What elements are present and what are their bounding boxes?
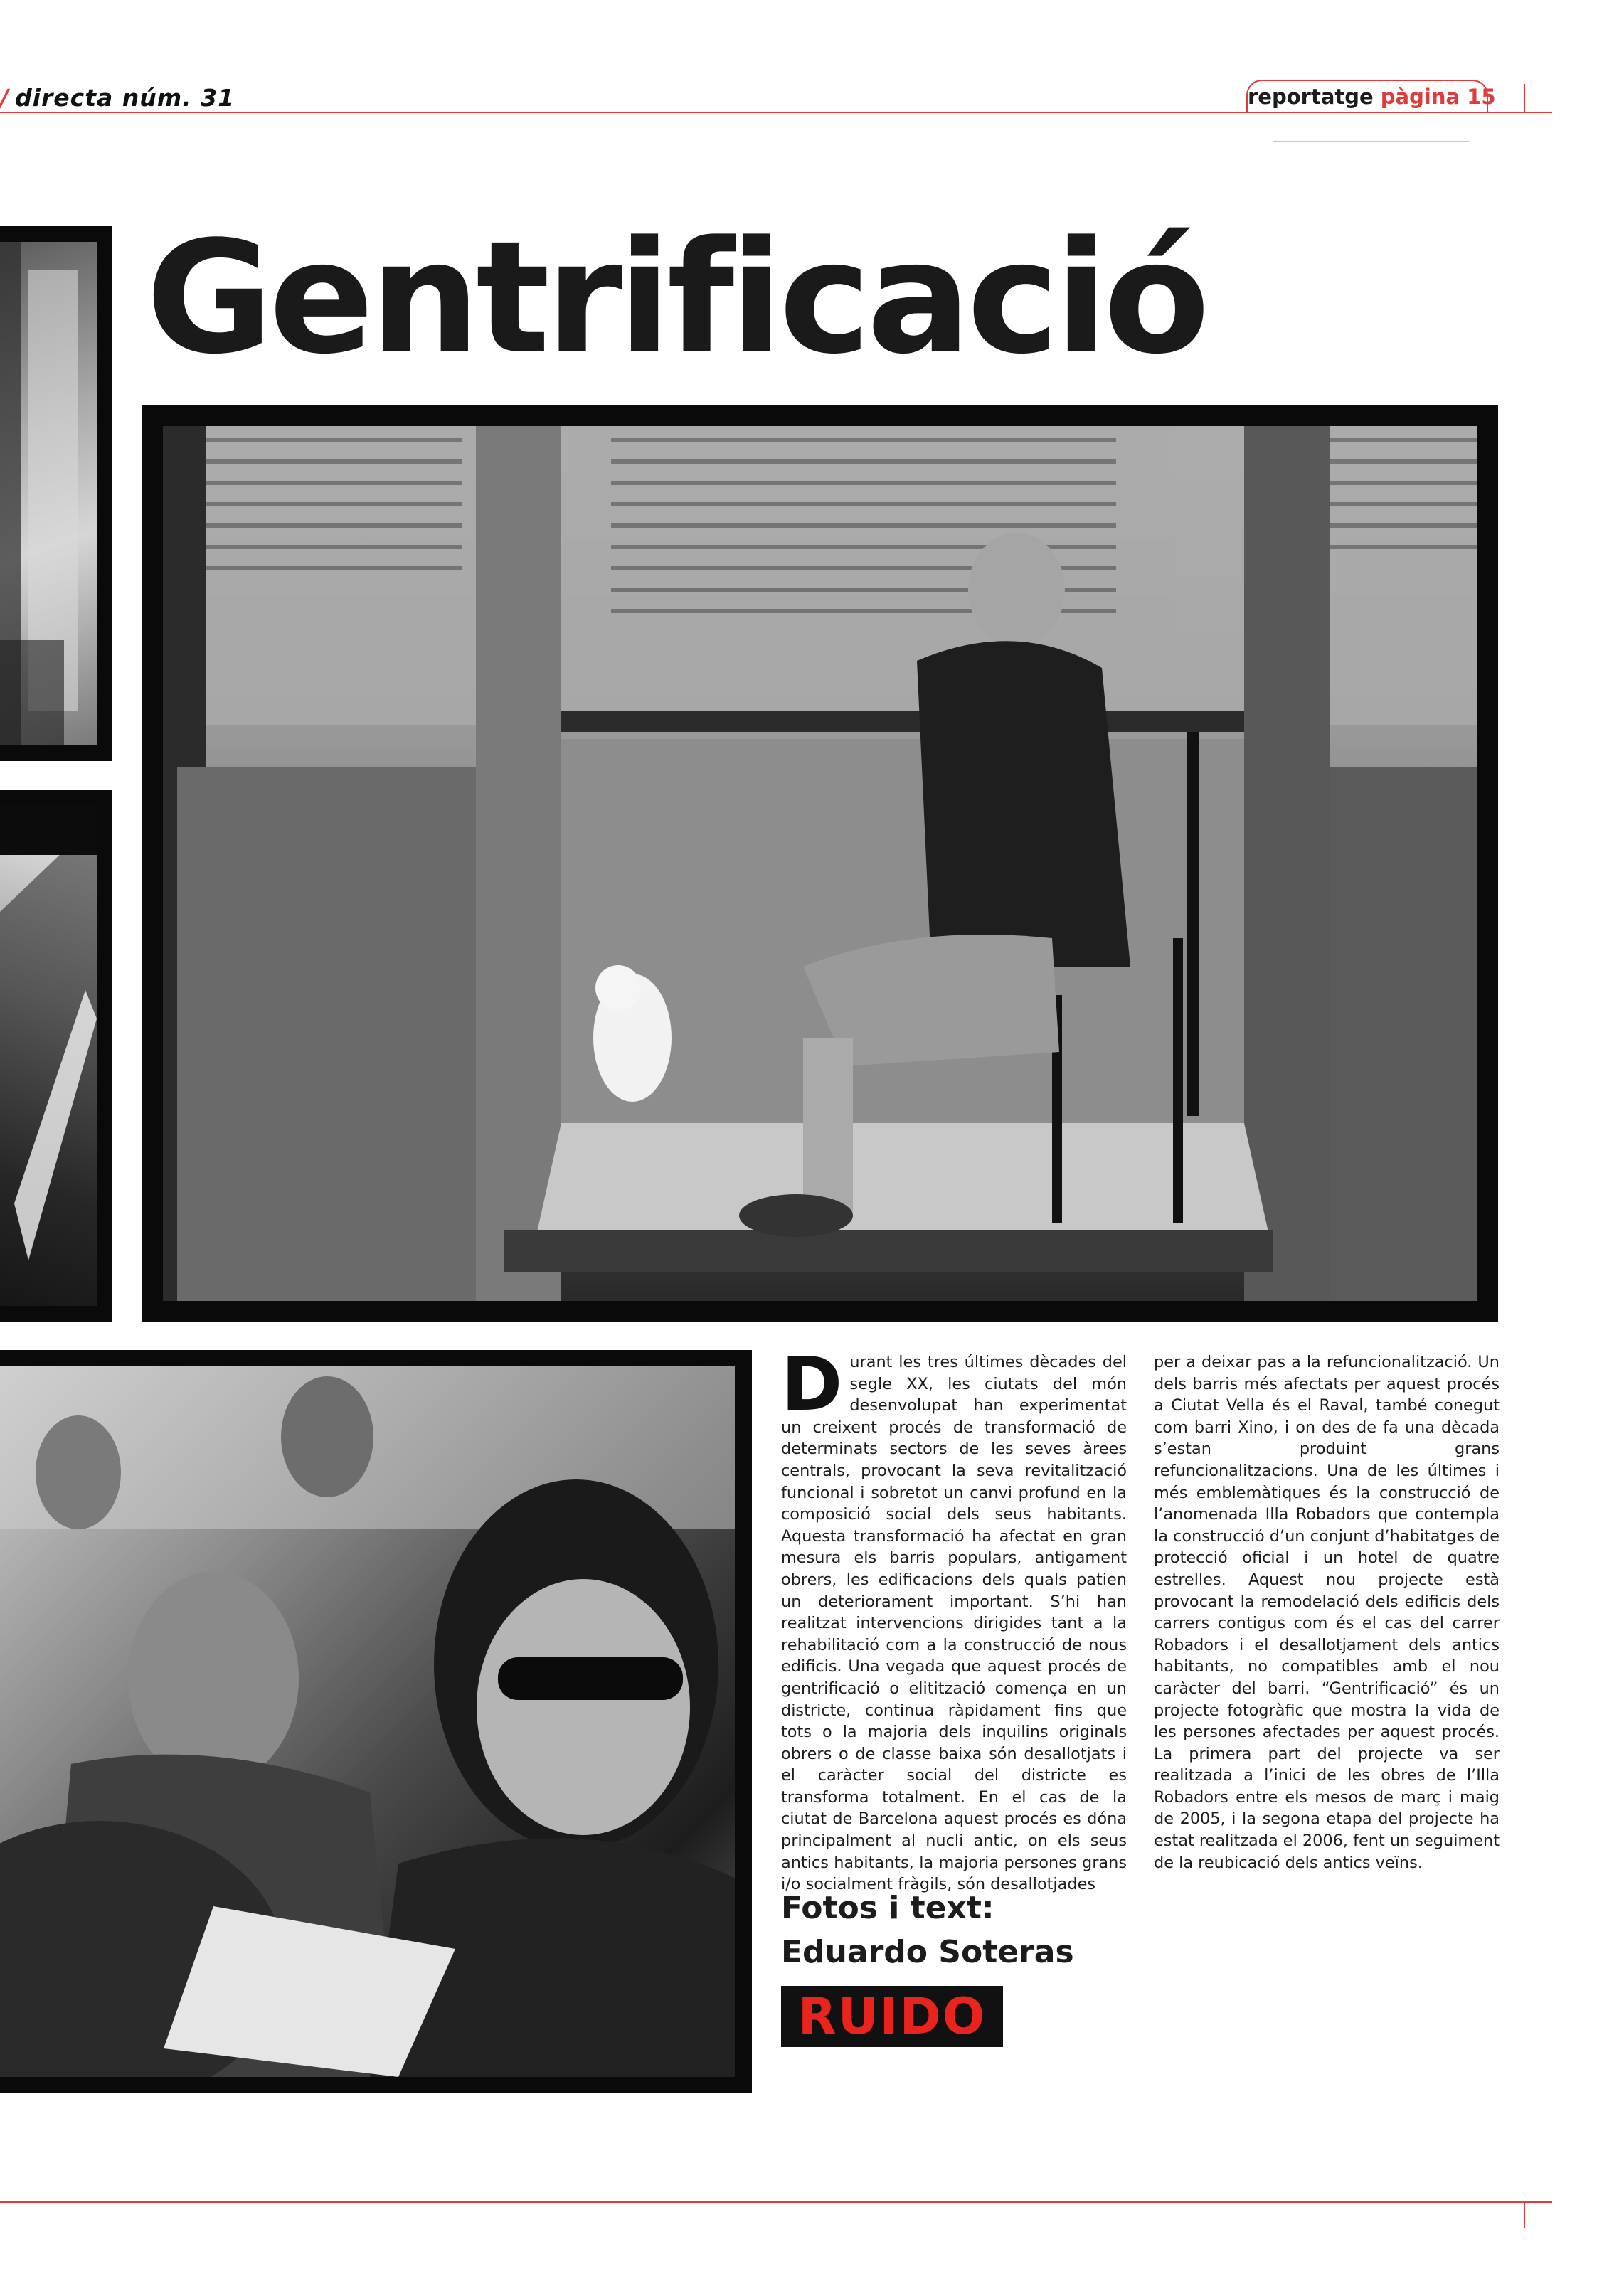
photo-frame-left-bottom xyxy=(0,790,112,1322)
issue-label xyxy=(0,84,235,112)
photo-window-interior xyxy=(0,805,97,1306)
article-column-2 xyxy=(1154,1351,1500,1874)
brand-logo xyxy=(781,1986,1003,2047)
credit-label: Fotos i text: xyxy=(781,1890,994,1926)
tab-underline xyxy=(1273,141,1469,142)
section-tab xyxy=(1246,80,1496,112)
crop-mark xyxy=(1524,84,1525,112)
photo-crowd-eviction xyxy=(0,1366,735,2077)
credit-author: Eduardo Soteras xyxy=(781,1934,1074,1970)
photo-frame-crowd xyxy=(0,1350,752,2093)
page-number: pàgina 15 xyxy=(1380,85,1496,109)
slash-icon: / xyxy=(0,84,10,112)
article-column-1 xyxy=(781,1341,1127,1896)
article-text-1: urant les tres últimes dècades del segle XX, les ciutats del món desenvolupat han experimentat un creixent procés de transformació de determinats sectors de les seves àrees centrals, provocant la seva revitalització funcional i sobretot un canvi profund en la composició social dels seus habitants. Aquesta transformació ha afectat en gran mesura els barris populars, antigament obrers, les edificacions dels quals patien un deteriorament important. S’hi han realitzat intervencions dirigides tant a la rehabilitació com a la construcció de nous edificis. Una vegada que aquest procés de gentrificació o elitització comença en un districte, continua ràpidament fins que tots o la majoria dels inquilins originals obrers o de classe baixa són desallotjats i el caràcter social del districte es transforma totalment. En el cas de la ciutat de Barcelona aquest procés es dóna principalment al nucli antic, on els seus antics habitants, la majoria persones grans i/o socialment fràgils, són desallotjades xyxy=(781,1353,1127,1894)
photo-frame-left-top xyxy=(0,226,112,761)
issue-text: directa núm. 31 xyxy=(15,84,235,112)
brand-logo-text: RUIDO xyxy=(797,1987,987,2046)
photo-elderly-woman-balcony xyxy=(163,426,1477,1301)
article-text-2: per a deixar pas a la refuncionalització. Un dels barris més afectats per aquest procés a Ciutat Vella és el Raval, també conegut com barri Xino, i on des de fa una dècada s’estan produint grans refuncionalitzacions. Una de les últimes i més emblemàtiques és la construcció de l’anomenada Illa Robadors que contempla la construcció d’un conjunt d’habitatges de protecció oficial i un hotel de quatre estrelles. Aquest nou projecte està provocant la remodelació dels edificis dels carrers contigus com és el cas del carrer Robadors i el desallotjament dels antics habitants, no compatibles amb el nou caràcter del barri. “Gentrificació” és un projecte fotogràfic que mostra la vida de les persones afectades per aquest procés. La primera part del projecte va ser realitzada a l’inici de les obres de l’Illa Robadors entre els mesos de març i maig de 2005, i la segona etapa del projecte ha estat realitzada el 2006, fent un seguiment de la reubicació dels antics veïns. xyxy=(1154,1353,1500,1872)
crop-mark xyxy=(1524,112,1552,113)
page-title: Gentrificació xyxy=(146,208,1206,388)
photo-frame-main xyxy=(142,405,1498,1322)
photo-child-portrait xyxy=(0,242,97,745)
section-label: reportatge xyxy=(1248,85,1374,109)
drop-cap: D xyxy=(781,1341,843,1428)
crop-mark xyxy=(1524,2201,1552,2203)
photo-credit xyxy=(781,1886,1137,1975)
footer-rule xyxy=(0,2201,1551,2203)
crop-mark xyxy=(1524,2203,1525,2228)
